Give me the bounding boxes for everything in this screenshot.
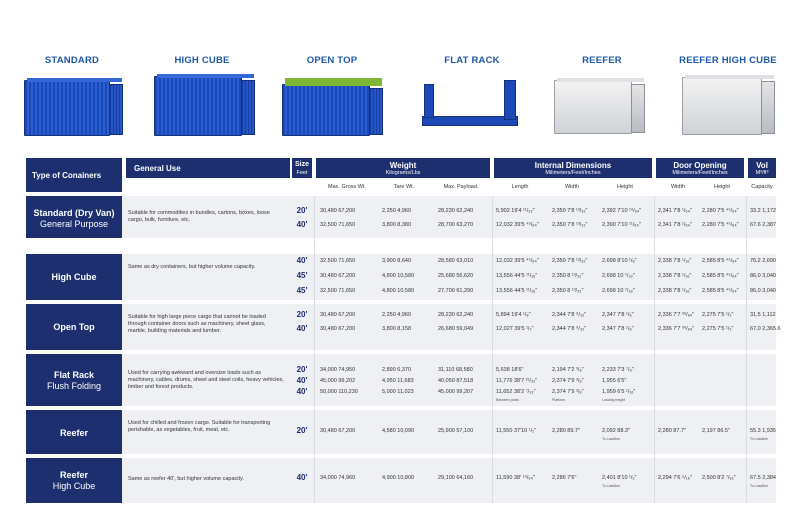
subheader-height: Height <box>617 184 633 190</box>
cell-payload: 25,900 57,100 <box>438 428 474 434</box>
cell-gross: 34,000 74,960 <box>320 475 356 481</box>
cell-door-width: 2,336 7'7 ³⁹/₆₄" <box>658 312 695 318</box>
cell-length: 5,894 19'4 ¹/₈" <box>496 312 531 318</box>
cell-door-height: 2,585 8'5 ⁴⁵/₆₄" <box>702 273 739 279</box>
header-use <box>126 158 290 178</box>
cell-payload: 28,230 62,240 <box>438 312 474 318</box>
row-size: 20' <box>296 206 308 215</box>
header-size-label: Size <box>294 161 309 168</box>
cell-height: 2,347 7'8 ¹/₈" <box>602 326 634 332</box>
cell-height: 1,959 6'5 ¹/₁₆" <box>602 389 636 395</box>
cell-payload: 31,110 68,580 <box>438 367 473 373</box>
row-size: 20' <box>296 365 308 374</box>
cell-gross: 34,000 74,950 <box>320 367 356 373</box>
cell-door-width: 2,338 7'8 ¹/₁₆" <box>658 288 692 294</box>
row-size: 40' <box>296 324 308 333</box>
container-spec-table <box>26 158 781 503</box>
cell-height: 2,698 10 ⁷/₃₂" <box>602 273 635 279</box>
row-type-subname: General Purpose <box>39 219 109 229</box>
cell-gross: 30,480 67,200 <box>320 312 356 318</box>
subheader-tare: Tare Wt. <box>393 184 415 190</box>
header-door-label: Door Opening <box>673 161 727 170</box>
cell-width: 2,344 7'8 ⁹/₃₂" <box>552 312 587 318</box>
cell-gross: 50,000 110,230 <box>320 389 358 395</box>
container-type-label: OPEN TOP <box>306 55 358 66</box>
row-size: 45' <box>296 271 308 280</box>
cell-volume: 67.5 2,384 <box>750 475 776 481</box>
cell-width: 2,350 7'8 ¹³/₃₂" <box>552 222 588 228</box>
cell-width: 2,286 7'6" <box>552 475 577 481</box>
column-divider <box>492 196 493 503</box>
cell-door-height: 2,585 8'5 ⁴⁵/₆₄" <box>702 288 739 294</box>
cell-height: 2,092 88.3" <box>602 428 630 434</box>
header-dimensions-sub: Milimeters/Feet/Inches <box>545 170 601 176</box>
cell-volume: 67.6 2,387 <box>750 222 776 228</box>
cell-gross: 30,480 67,200 <box>320 208 356 214</box>
cell-payload: 28,700 63,270 <box>438 222 474 228</box>
header-door-sub: Milimeters/Feet/Inches <box>672 170 728 176</box>
column-divider <box>654 196 655 503</box>
row-size: 40' <box>296 376 308 385</box>
row-type-flat-rack <box>26 354 122 406</box>
cell-door-height: 2,500 8'2 ⁷/₁₆" <box>702 475 736 481</box>
cell-width: 2,350 7'8 ¹³/₃₂" <box>552 208 588 214</box>
row-type-reefer <box>26 410 122 454</box>
cell-door-width: 2,341 7'8 ¹/₆₄" <box>658 222 692 228</box>
cell-height: 2,698 8'10 ¹/₈" <box>602 258 637 264</box>
cell-tare: 3,900 8,640 <box>382 258 412 264</box>
cell-payload: 45,000 99,207 <box>438 389 474 395</box>
container-types-strip <box>0 55 808 150</box>
row-type-standard <box>26 196 122 238</box>
cell-height: 2,698 10 ⁷/₃₂" <box>602 288 635 294</box>
note-length: Between posts <box>496 398 519 402</box>
container-type-label: FLAT RACK <box>444 55 500 66</box>
cell-height: 2,390 7'10 ¹¹/₆₄" <box>602 222 641 228</box>
container-type-label: REEFER <box>582 55 622 66</box>
cell-width: 2,280 89.7" <box>552 428 580 434</box>
note-height: To Loadline <box>602 484 620 488</box>
cell-volume: 86,0 3,040 <box>750 288 776 294</box>
row-type-name: Flat Rack <box>53 370 95 380</box>
container-type-label: REEFER HIGH CUBE <box>679 55 777 66</box>
subheader-gross: Max. Gross Wt. <box>328 184 366 190</box>
row-type-name: High Cube <box>51 272 97 282</box>
cell-tare: 4,580 10,090 <box>382 428 415 434</box>
row-type-subname: High Cube <box>52 481 96 491</box>
cell-length: 13,556 44'5 ¹¹/₁₆" <box>496 273 538 279</box>
header-door <box>656 158 744 178</box>
row-type-high-cube <box>26 254 122 300</box>
cell-volume: 86,0 3,040 <box>750 273 776 279</box>
cell-volume: 67,0 2,365.6 <box>750 326 781 332</box>
row-use: Used for chilled and frozen cargo. Suitable for transporting perishable, as vegetables, fruit, meat, etc. <box>128 420 271 433</box>
header-weight-sub: Kilograms/Lbs <box>385 170 421 176</box>
header-dimensions <box>494 158 652 178</box>
cell-payload: 28,580 63,010 <box>438 258 474 264</box>
row-type-reefer-high-cube <box>26 458 122 503</box>
header-weight-label: Weight <box>389 161 417 170</box>
header-type-label: Type of Conainers <box>32 171 102 180</box>
cell-length: 13,556 44'5 ¹¹/₁₆" <box>496 288 538 294</box>
cell-door-height: 2,280 7'5 ⁴⁵/₆₄" <box>702 208 739 214</box>
row-size: 40' <box>296 256 308 265</box>
header-size <box>292 158 312 178</box>
cell-payload: 27,700 61,290 <box>438 288 474 294</box>
subheader-length: Length <box>511 184 529 190</box>
note-volume: To Loadline <box>750 437 768 441</box>
cell-door-width: 2,341 7'8 ¹/₆₄" <box>658 208 692 214</box>
cell-door-height: 2,197 86.5" <box>702 428 730 434</box>
cell-tare: 4,950 11,683 <box>382 378 414 384</box>
cell-length: 11,776 38'7 ²¹/₃₂" <box>496 378 538 384</box>
cell-door-height: 2,585 8'5 ⁴⁵/₆₄" <box>702 258 739 264</box>
row-use: Suitable for commodities in bundles, cartons, boxes, loose cargo, bulk, furniture, etc. <box>128 210 270 223</box>
row-type-subname: Flush Folding <box>46 381 102 391</box>
cell-width: 2,350 8 ¹³/₃₂" <box>552 273 584 279</box>
cell-gross: 30,480 67,200 <box>320 428 356 434</box>
cell-length: 11,550 37'10 ¹/₂" <box>496 428 537 434</box>
container-type-label: HIGH CUBE <box>174 55 230 66</box>
cell-volume: 33.2 1,172 <box>750 208 776 214</box>
cell-door-width: 2,338 7'8 ¹/₁₆" <box>658 258 692 264</box>
row-use: Suitable for high large piece cargo that cannot be loaded through container doors such as machinery, sheet glass, marble, building materials and lumber. <box>128 314 266 334</box>
cell-door-height: 2,275 7'5 ¹/₂" <box>702 326 734 332</box>
subheader-width: Width <box>564 184 580 190</box>
cell-height: 2,233 7'3 ⁷/₈" <box>602 367 634 373</box>
row-size: 40' <box>296 220 308 229</box>
row-use: Used for carrying awkward and oversize loads such as machinery, cables, drums, sheet and steel coils, heavy vehicles, timber and forest products. <box>128 370 284 390</box>
row-use: Same as dry containers, but higher volume capacity. <box>128 264 256 270</box>
cell-height: 2,347 7'8 ¹/₈" <box>602 312 634 318</box>
row-use: Same as reefer 40', but higher volume capacity. <box>128 476 244 482</box>
cell-length: 11,652 38'2 ⁷/₃₂" <box>496 389 536 395</box>
note-height: To Loadline <box>602 437 620 441</box>
cell-door-height: 2,275 7'5 ¹/₂" <box>702 312 734 318</box>
cell-door-height: 2,280 7'5 ⁴⁵/₆₄" <box>702 222 739 228</box>
cell-payload: 28,230 62,240 <box>438 208 474 214</box>
cell-gross: 32,500 71,650 <box>320 258 356 264</box>
row-size: 40' <box>296 387 308 396</box>
row-type-name: Open Top <box>53 322 95 332</box>
cell-height: 1,955 6'5" <box>602 378 627 384</box>
row-type-name: Reefer <box>59 470 88 480</box>
subheader-door-height: Height <box>714 184 730 190</box>
cell-door-width: 2,280 87.7" <box>658 428 686 434</box>
cell-tare: 3,800 8,158 <box>382 326 412 332</box>
row-size: 20' <box>296 426 308 435</box>
header-use-label: General Use <box>134 164 181 173</box>
header-volume <box>748 158 776 178</box>
cell-volume: 31,5 1,112 <box>750 312 776 318</box>
cell-door-width: 2,336 7'7 ³⁹/₆₄" <box>658 326 695 332</box>
cell-door-width: 2,294 7'6 ⁵/₁₆" <box>658 475 692 481</box>
cell-tare: 4,900 10,800 <box>382 475 415 481</box>
cell-tare: 2,890 6,370 <box>382 367 412 373</box>
cell-gross: 30,480 67,200 <box>320 326 356 332</box>
cell-length: 5,638 18'6" <box>496 367 524 373</box>
cell-length: 12,032 39'5 ⁴⁵/₆₄" <box>496 258 539 264</box>
cell-tare: 5,000 11,023 <box>382 389 414 395</box>
cell-gross: 30,480 67,200 <box>320 273 356 279</box>
cell-door-width: 2,338 7'8 ¹/₁₆" <box>658 273 692 279</box>
cell-payload: 40,050 87,518 <box>438 378 474 384</box>
cell-tare: 4,800 10,580 <box>382 288 415 294</box>
cell-payload: 26,680 59,049 <box>438 326 474 332</box>
note-width: Platform <box>552 398 566 402</box>
cell-tare: 3,800 8,380 <box>382 222 412 228</box>
header-volume-label: Vol <box>756 161 768 170</box>
cell-payload: 25,680 56,620 <box>438 273 474 279</box>
cell-gross: 32,500 71,650 <box>320 222 356 228</box>
column-divider <box>314 196 315 503</box>
subheader-capacity: Capacity <box>751 184 773 190</box>
cell-width: 2,344 7'8 ⁹/₃₂" <box>552 326 587 332</box>
row-type-open-top <box>26 304 122 350</box>
subheader-door-width: Width <box>670 184 686 190</box>
row-size: 40' <box>296 473 308 482</box>
cell-width: 2,350 8 ¹³/₃₂" <box>552 288 584 294</box>
note-volume: To Loadline <box>750 484 768 488</box>
cell-tare: 4,800 10,580 <box>382 273 415 279</box>
note-height: Loading height <box>602 398 625 402</box>
subheader-payload: Max. Payload. <box>443 184 479 190</box>
cell-width: 2,194 7'2 ³/₈" <box>552 367 584 373</box>
header-dimensions-label: Internal Dimensions <box>534 161 612 170</box>
header-weight <box>316 158 490 178</box>
cell-volume: 76.2 2,690 <box>750 258 776 264</box>
cell-tare: 2,250 4,960 <box>382 312 412 318</box>
cell-payload: 29,100 64,160 <box>438 475 474 481</box>
container-type-label: STANDARD <box>44 55 100 66</box>
cell-length: 12,032 39'5 ⁴⁵/₆₄" <box>496 222 539 228</box>
cell-volume: 55.3 1,935 <box>750 428 776 434</box>
row-type-name: Standard (Dry Van) <box>33 208 115 218</box>
cell-length: 11,590 38' ¹⁹/₆₄" <box>496 475 535 481</box>
header-type <box>26 158 122 192</box>
cell-length: 5,902 19'4 ¹¹/₃₂" <box>496 208 535 214</box>
header-size-sub: Feet <box>296 170 308 176</box>
cell-height: 2,392 7'10 ¹⁹/₆₄" <box>602 208 642 214</box>
cell-gross: 45,000 99,202 <box>320 378 356 384</box>
row-size: 20' <box>296 310 308 319</box>
cell-width: 2,350 7'8 ¹³/₃₂" <box>552 258 588 264</box>
column-divider <box>746 196 747 503</box>
row-type-name: Reefer <box>59 428 88 438</box>
cell-length: 12,027 39'5 ¹/₂" <box>496 326 534 332</box>
cell-width: 2,374 7'9 ³/₈" <box>552 378 584 384</box>
header-volume-sub: M³/ft³ <box>755 170 769 176</box>
cell-gross: 32,500 71,650 <box>320 288 356 294</box>
row-size: 45' <box>296 286 308 295</box>
cell-height: 2,401 8'10 ¹/₂" <box>602 475 637 481</box>
cell-tare: 2,250 4,960 <box>382 208 412 214</box>
cell-width: 2,374 7'9 ³/₈" <box>552 389 584 395</box>
